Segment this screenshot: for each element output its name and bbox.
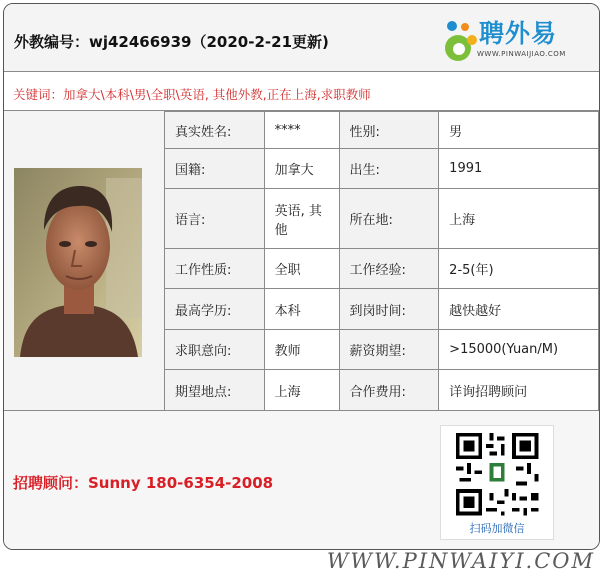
logo-text: 聘外易 xyxy=(479,19,558,48)
value-location: 上海 xyxy=(439,189,599,249)
label-experience: 工作经验: xyxy=(339,249,439,289)
teacher-profile-card xyxy=(3,3,600,550)
label-birth: 出生: xyxy=(339,149,439,189)
value-start-date: 越快越好 xyxy=(439,289,599,330)
table-row xyxy=(165,149,599,189)
label-name: 真实姓名: xyxy=(165,112,265,149)
label-job-type: 工作性质: xyxy=(165,249,265,289)
site-watermark: WWW.PINWAIYI.COM xyxy=(326,549,595,573)
value-intention: 教师 xyxy=(264,330,339,370)
label-desired-location: 期望地点: xyxy=(165,370,265,411)
label-fee: 合作费用: xyxy=(339,370,439,411)
logo-mark-icon xyxy=(441,18,481,64)
label-gender: 性别: xyxy=(339,112,439,149)
qr-code-icon xyxy=(449,429,545,519)
profile-header xyxy=(4,4,599,71)
value-job-type: 全职 xyxy=(264,249,339,289)
label-language: 语言: xyxy=(165,189,265,249)
value-experience: 2-5(年) xyxy=(439,249,599,289)
table-row xyxy=(165,249,599,289)
teacher-photo xyxy=(14,168,142,357)
divider xyxy=(4,71,599,72)
value-birth: 1991 xyxy=(439,149,599,189)
label-start-date: 到岗时间: xyxy=(339,289,439,330)
value-language: 英语, 其他 xyxy=(264,189,339,249)
wechat-qr-code[interactable] xyxy=(440,425,554,540)
footer-section xyxy=(4,411,599,549)
table-row xyxy=(165,189,599,249)
consultant-contact[interactable]: 招聘顾问：Sunny 180-6354-2008 xyxy=(13,474,274,492)
label-nationality: 国籍: xyxy=(165,149,265,189)
value-name: **** xyxy=(264,112,339,149)
table-row xyxy=(165,370,599,411)
value-nationality: 加拿大 xyxy=(264,149,339,189)
teacher-id-title: 外教编号：wj42466939（2020-2-21更新) xyxy=(14,33,329,51)
info-table xyxy=(164,111,599,411)
keywords-line: 关键词：加拿大\本科\男\全职\英语, 其他外教,正在上海,求职教师 xyxy=(13,87,371,102)
logo-url: WWW.PINWAIJIAO.COM xyxy=(477,50,566,58)
table-row xyxy=(165,330,599,370)
qr-caption: 扫码加微信 xyxy=(469,522,525,535)
brand-logo[interactable] xyxy=(441,16,591,66)
label-location: 所在地: xyxy=(339,189,439,249)
value-salary: >15000(Yuan/M) xyxy=(439,330,599,370)
value-desired-location: 上海 xyxy=(264,370,339,411)
label-salary: 薪资期望: xyxy=(339,330,439,370)
value-gender: 男 xyxy=(439,112,599,149)
value-fee: 详询招聘顾问 xyxy=(439,370,599,411)
label-education: 最高学历: xyxy=(165,289,265,330)
table-row xyxy=(165,112,599,149)
value-education: 本科 xyxy=(264,289,339,330)
table-row xyxy=(165,289,599,330)
photo-cell xyxy=(4,111,164,410)
label-intention: 求职意向: xyxy=(165,330,265,370)
